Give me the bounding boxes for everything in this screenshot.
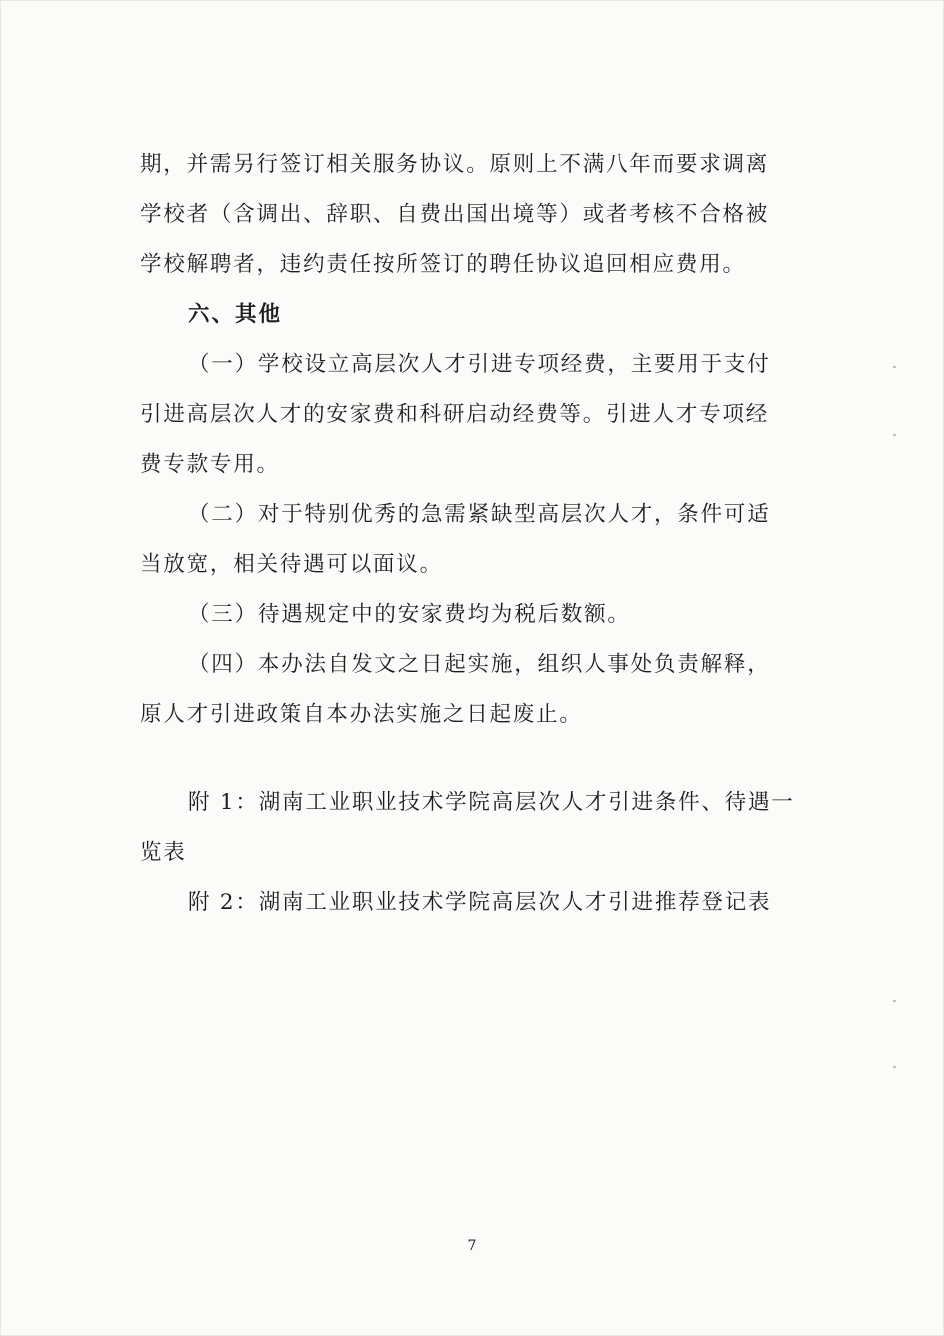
- paragraph-line: 期，并需另行签订相关服务协议。原则上不满八年而要求调离: [140, 152, 770, 177]
- clause-4-line: （四）本办法自发文之日起实施，组织人事处负责解释，: [188, 652, 771, 677]
- spacer: [140, 740, 840, 778]
- scan-speck: [893, 434, 896, 436]
- clause-2-line: 当放宽，相关待遇可以面议。: [140, 552, 443, 577]
- document-body: [140, 140, 840, 928]
- attachment-1-line: 附 1：湖南工业职业技术学院高层次人才引进条件、待遇一: [188, 790, 795, 815]
- paragraph-line: 学校解聘者，违约责任按所签订的聘任协议追回相应费用。: [140, 252, 746, 277]
- scan-speck: [893, 1066, 896, 1068]
- clause-3-line: （三）待遇规定中的安家费均为税后数额。: [188, 602, 631, 627]
- clause-2-line: （二）对于特别优秀的急需紧缺型高层次人才，条件可适: [188, 502, 771, 527]
- clause-1-line: 引进高层次人才的安家费和科研启动经费等。引进人才专项经: [140, 402, 770, 427]
- attachment-1-line: 览表: [140, 840, 187, 865]
- scan-speck: [893, 1000, 896, 1002]
- clause-1-line: （一）学校设立高层次人才引进专项经费，主要用于支付: [188, 352, 771, 377]
- page-number: 7: [467, 1238, 477, 1254]
- scan-speck: [893, 366, 896, 368]
- clause-1-line: 费专款专用。: [140, 452, 280, 477]
- clause-4-line: 原人才引进政策自本办法实施之日起废止。: [140, 702, 583, 727]
- section-heading: 六、其他: [188, 302, 283, 327]
- attachment-2-line: 附 2：湖南工业职业技术学院高层次人才引进推荐登记表: [188, 890, 772, 915]
- paragraph-line: 学校者（含调出、辞职、自费出国出境等）或者考核不合格被: [140, 202, 770, 227]
